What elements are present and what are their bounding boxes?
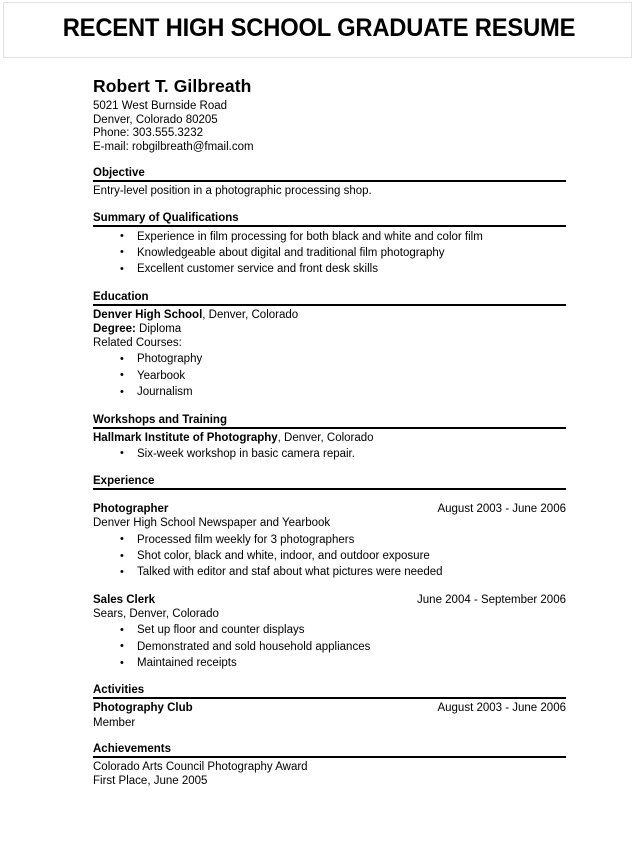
section-summary-of-qualifications (93, 212, 566, 278)
education-school-line (93, 308, 566, 322)
section-heading-objective: Objective (93, 167, 566, 182)
list-item: • Photography (93, 351, 566, 367)
section-heading-summary: Summary of Qualifications (93, 212, 566, 227)
section-heading-activities: Activities (93, 684, 566, 699)
activity-date-range: August 2003 - June 2006 (437, 702, 566, 715)
workshop-institute-name: Hallmark Institute of Photography (93, 431, 278, 444)
section-heading-achievements: Achievements (93, 743, 566, 758)
summary-bullet-list (93, 229, 566, 278)
job-title: Sales Clerk (93, 593, 156, 606)
job-date-range: June 2004 - September 2006 (417, 593, 566, 606)
education-degree-value: Diploma (135, 323, 182, 335)
experience-entry-header (93, 502, 566, 516)
section-objective (93, 167, 566, 198)
address-line-1: 5021 West Burnside Road (93, 100, 228, 112)
workshop-institute-line (93, 431, 566, 445)
section-heading-experience: Experience (93, 475, 566, 490)
section-experience (93, 475, 566, 671)
job-organization: Denver High School Newspaper and Yearbook (93, 517, 331, 530)
list-item: • Journalism (93, 384, 566, 400)
email-address: E-mail: robgilbreath@fmail.com (93, 140, 254, 153)
education-school-location: , Denver, Colorado (202, 308, 299, 321)
list-item: • Shot color, black and white, indoor, and outdoor exposure (93, 548, 566, 564)
activity-title: Photography Club (93, 702, 193, 715)
contact-header (93, 76, 566, 154)
job-date-range: August 2003 - June 2006 (437, 503, 566, 516)
job-duties-list (93, 532, 566, 581)
list-item: • Demonstrated and sold household appliances (93, 639, 566, 655)
resume-document (93, 76, 566, 788)
achievement-line-2: First Place, June 2005 (93, 775, 208, 788)
list-item: • Experience in film processing for both black and white and color film (93, 229, 566, 245)
list-item: • Processed film weekly for 3 photographers (93, 532, 566, 548)
workshop-institute-location: , Denver, Colorado (277, 431, 374, 444)
list-item: • Excellent customer service and front desk skills (93, 261, 566, 277)
address-line-2: Denver, Colorado 80205 (93, 113, 218, 126)
list-item: • Set up floor and counter displays (93, 622, 566, 638)
document-title: RECENT HIGH SCHOOL GRADUATE RESUME (62, 14, 576, 42)
section-achievements (93, 743, 566, 788)
applicant-name: Robert T. Gilbreath (93, 76, 252, 96)
experience-entry-header (93, 593, 566, 607)
education-degree-label: Degree: (93, 323, 136, 335)
job-organization: Sears, Denver, Colorado (93, 608, 219, 621)
achievement-line-1: Colorado Arts Council Photography Award (93, 760, 308, 773)
list-item: • Six-week workshop in basic camera repair. (93, 446, 566, 462)
experience-entry (93, 502, 566, 581)
education-school-name: Denver High School (93, 308, 203, 321)
objective-text: Entry-level position in a photographic processing shop. (93, 185, 372, 198)
section-heading-education: Education (93, 291, 566, 306)
list-item: • Knowledgeable about digital and traditional film photography (93, 245, 566, 261)
activity-role: Member (93, 716, 136, 729)
job-title: Photographer (93, 503, 169, 516)
section-heading-workshops: Workshops and Training (93, 414, 566, 429)
list-item: • Talked with editor and staf about what pictures were needed (93, 564, 566, 580)
phone-number: Phone: 303.555.3232 (93, 127, 203, 140)
section-activities (93, 684, 566, 729)
education-degree-line (93, 322, 566, 336)
activity-entry-header (93, 701, 566, 715)
education-courses-list (93, 351, 566, 400)
experience-entry (93, 593, 566, 672)
list-item: • Yearbook (93, 368, 566, 384)
section-workshops-and-training (93, 414, 566, 463)
job-duties-list (93, 622, 566, 671)
education-related-courses-label: Related Courses: (93, 337, 182, 350)
workshops-bullet-list (93, 446, 566, 462)
section-education (93, 291, 566, 401)
list-item: • Maintained receipts (93, 655, 566, 671)
